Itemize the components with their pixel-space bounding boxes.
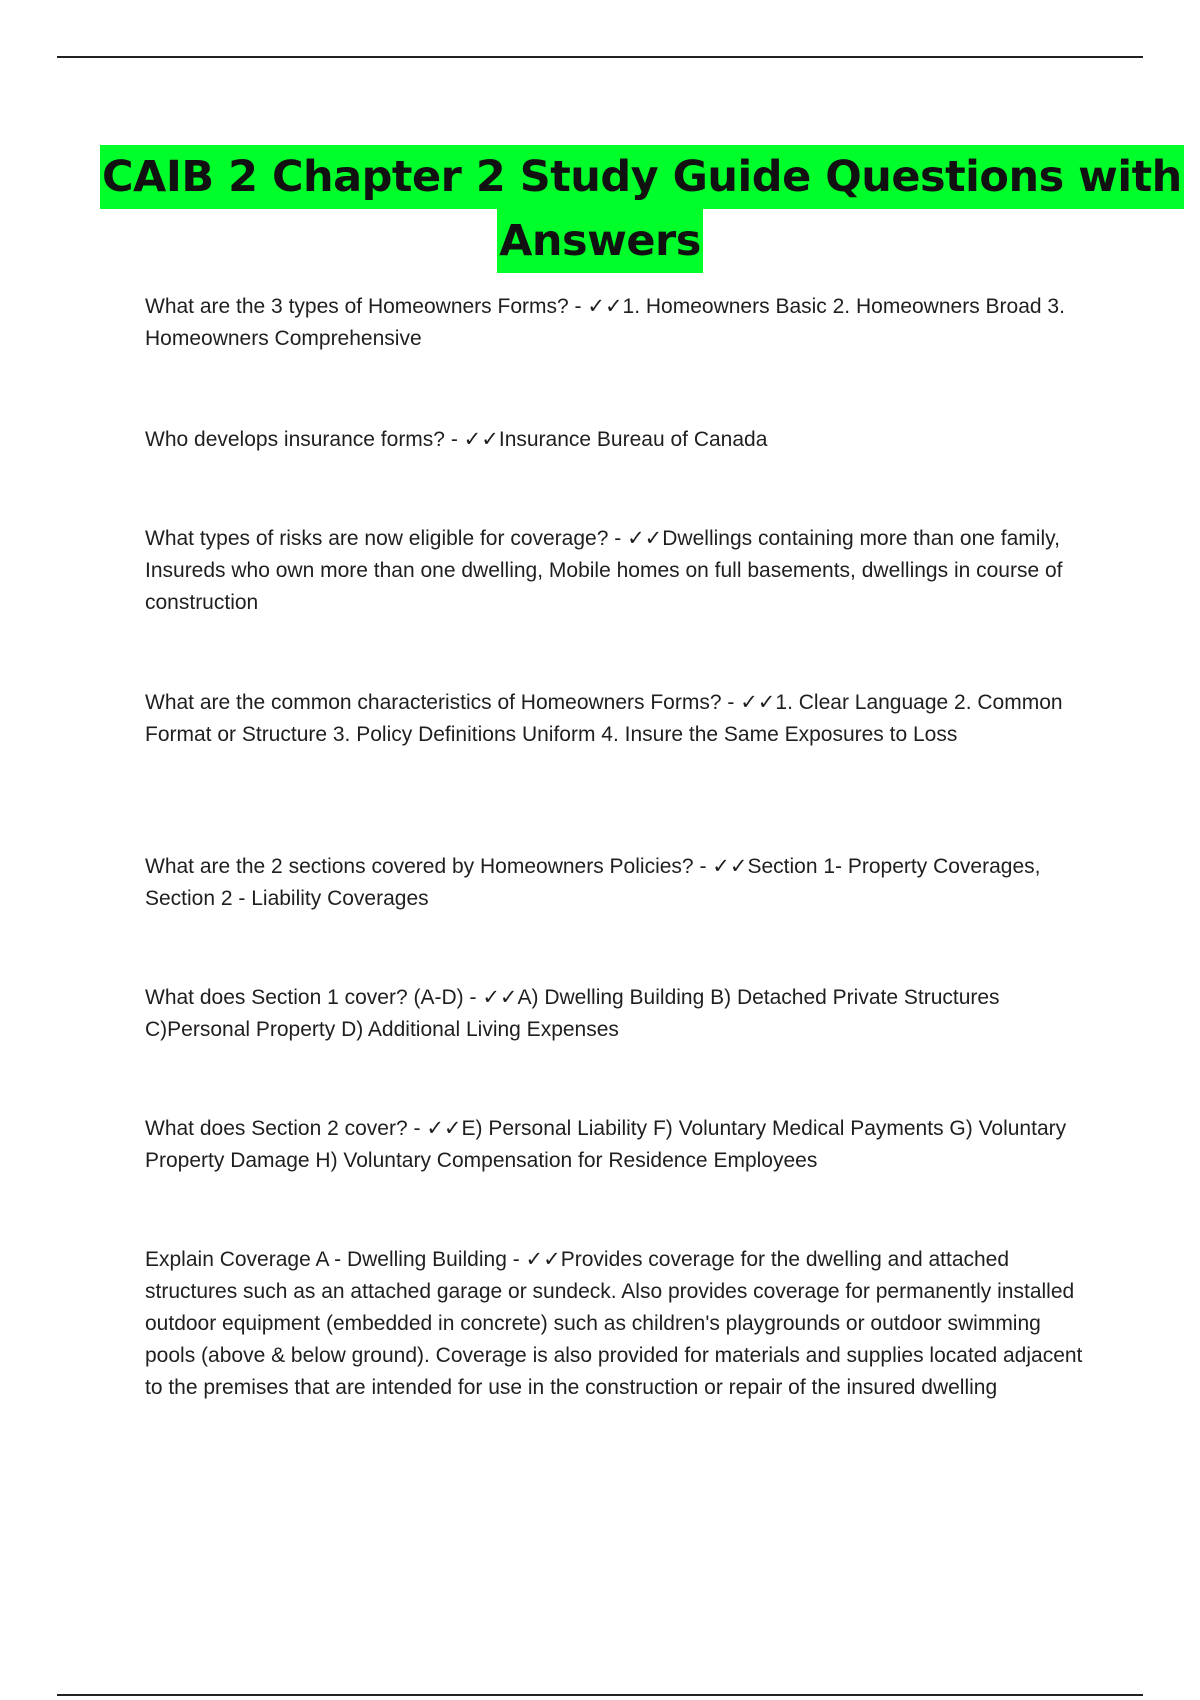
answer-text: Section 1- Property Coverages, Section 2 - Liability Coverages — [145, 855, 1041, 910]
answer-text: 1. Homeowners Basic 2. Homeowners Broad 3. Homeowners Comprehensive — [145, 295, 1065, 350]
separator: - — [568, 295, 588, 318]
answer-text: Provides coverage for the dwelling and attached structures such as an attached garage or sundeck. Also provides coverage for permanently installed outdoor equipment (embedded in concrete) such as children's playgrounds or outdoor swimming pools (above & below ground). Coverage is also provided for materials and supplies located adjacent to the premises that are intended for use in the construction or repair of the insured dwelling — [145, 1248, 1083, 1399]
answer-text: 1. Clear Language 2. Common Format or Structure 3. Policy Definitions Uniform 4. Insure the Same Exposures to Loss — [145, 691, 1063, 746]
answer-text: Dwellings containing more than one family, Insureds who own more than one dwelling, Mobile homes on full basements, dwellings in course of construction — [145, 527, 1063, 614]
qa-item-3 — [145, 522, 1095, 619]
question-text: What are the common characteristics of Homeowners Forms? — [145, 691, 722, 714]
check-icon: ✓✓ — [740, 690, 776, 714]
separator: - — [721, 691, 741, 714]
check-icon: ✓✓ — [525, 1247, 561, 1271]
qa-item-7 — [145, 1112, 1095, 1177]
check-icon: ✓✓ — [627, 526, 663, 550]
question-text: Who develops insurance forms? — [145, 428, 445, 451]
qa-item-4 — [145, 686, 1095, 751]
document-title — [100, 145, 1182, 273]
footer-rule — [57, 1694, 1143, 1696]
separator: - — [693, 855, 713, 878]
qa-item-1 — [145, 290, 1095, 355]
qa-item-8 — [145, 1243, 1095, 1404]
question-text: What does Section 1 cover? (A-D) — [145, 986, 464, 1009]
qa-item-2 — [145, 423, 1095, 456]
qa-item-6 — [145, 981, 1095, 1046]
header-rule — [57, 56, 1143, 58]
separator: - — [407, 1117, 427, 1140]
title-line-2: Answers — [497, 209, 703, 273]
check-icon: ✓✓ — [463, 427, 499, 451]
question-text: What does Section 2 cover? — [145, 1117, 408, 1140]
answer-text: E) Personal Liability F) Voluntary Medical Payments G) Voluntary Property Damage H) Voluntary Compensation for Residence Employees — [145, 1117, 1067, 1172]
separator: - — [444, 428, 464, 451]
check-icon: ✓✓ — [426, 1116, 462, 1140]
qa-item-5 — [145, 850, 1095, 915]
question-text: What are the 2 sections covered by Homeowners Policies? — [145, 855, 694, 878]
question-text: Explain Coverage A - Dwelling Building — [145, 1248, 507, 1271]
separator: - — [608, 527, 628, 550]
check-icon: ✓✓ — [712, 854, 748, 878]
check-icon: ✓✓ — [482, 985, 518, 1009]
separator: - — [463, 986, 483, 1009]
answer-text: Insurance Bureau of Canada — [498, 428, 768, 451]
separator: - — [506, 1248, 526, 1271]
question-text: What are the 3 types of Homeowners Forms? — [145, 295, 569, 318]
check-icon: ✓✓ — [587, 294, 623, 318]
title-line-1: CAIB 2 Chapter 2 Study Guide Questions with — [100, 145, 1184, 209]
answer-text: A) Dwelling Building B) Detached Private Structures C)Personal Property D) Additional Living Expenses — [145, 986, 1000, 1041]
question-text: What types of risks are now eligible for coverage? — [145, 527, 609, 550]
